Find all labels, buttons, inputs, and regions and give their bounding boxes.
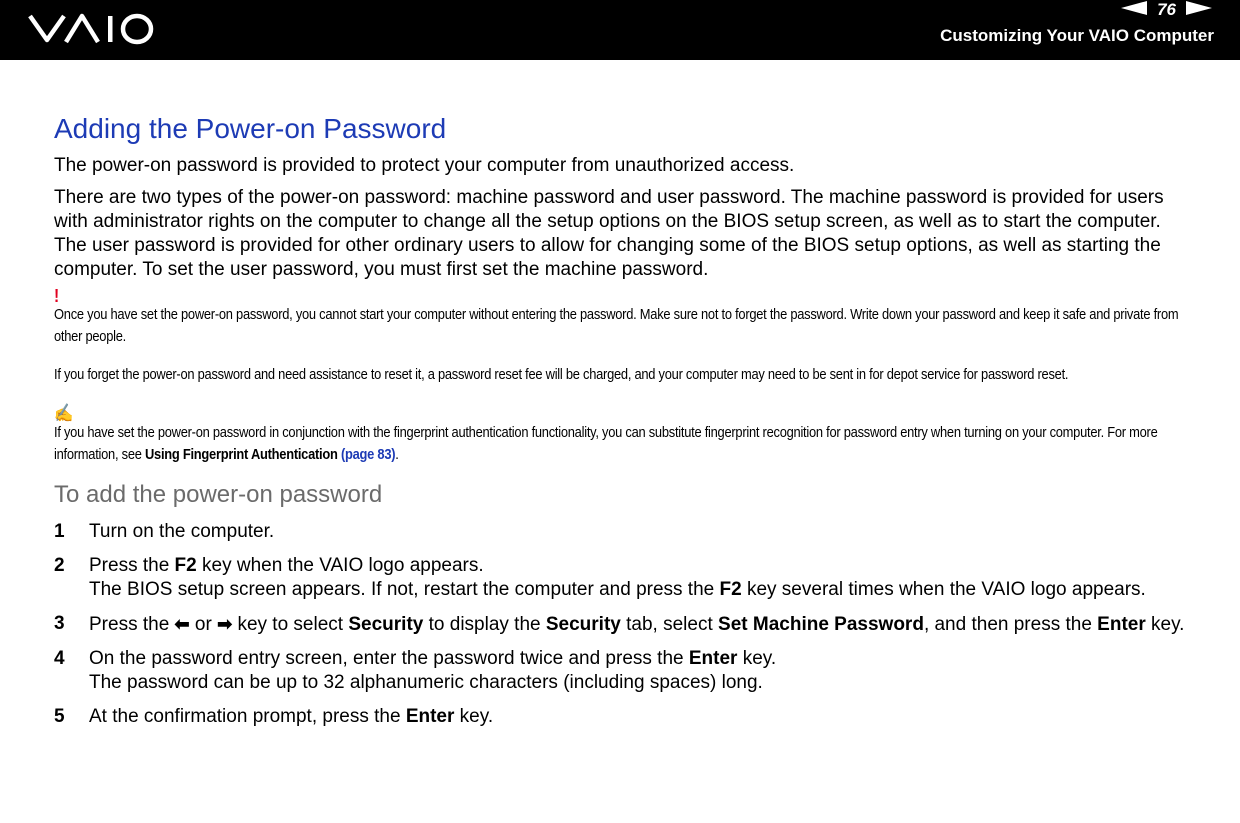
step-text: At the confirmation prompt, press the bbox=[89, 706, 406, 727]
key-name: Enter bbox=[405, 706, 455, 727]
step-text: or bbox=[189, 614, 218, 635]
page-navigation bbox=[1121, 0, 1212, 20]
warning-text-1: Once you have set the power-on password, you cannot start your computer without entering the password. Make sure not to forget the password. Write down your password and keep it safe and private from other people. bbox=[54, 306, 1179, 345]
hint-link-title: Using Fingerprint Authentication bbox=[144, 446, 338, 463]
left-arrow-key-icon: ⬅ bbox=[174, 614, 190, 634]
key-name: F2 bbox=[174, 555, 197, 576]
step-number: 3 bbox=[54, 613, 65, 634]
step-text: Press the bbox=[89, 555, 175, 576]
hint-page-link[interactable]: (page 83) bbox=[340, 446, 396, 463]
step-number: 2 bbox=[54, 555, 65, 576]
key-name: Enter bbox=[688, 648, 738, 669]
step-text: Press the bbox=[89, 614, 175, 635]
hint-note bbox=[54, 404, 1198, 466]
step-item bbox=[54, 554, 1194, 602]
step-text: Turn on the computer. bbox=[89, 521, 275, 542]
hint-text bbox=[54, 422, 1198, 466]
step-text: On the password entry screen, enter the password twice and press the bbox=[89, 648, 689, 669]
step-text: key. bbox=[454, 706, 494, 727]
step-text: The password can be up to 32 alphanumeric characters (including spaces) long. bbox=[89, 672, 763, 693]
vaio-logo bbox=[28, 10, 158, 51]
procedure-subtitle: To add the power-on password bbox=[54, 481, 383, 508]
section-title: Customizing Your VAIO Computer bbox=[940, 26, 1214, 45]
step-item bbox=[54, 520, 1194, 544]
step-item bbox=[54, 705, 1194, 729]
step-text: key several times when the VAIO logo appears. bbox=[741, 579, 1146, 600]
right-arrow-key-icon: ➡ bbox=[217, 614, 233, 634]
step-text: tab, select bbox=[620, 614, 719, 635]
next-page-arrow-icon[interactable] bbox=[1186, 1, 1212, 20]
warning-text-2: If you forget the power-on password and need assistance to reset it, a password reset fee will be charged, and your computer may need to be sent in for depot service for password reset. bbox=[54, 366, 1069, 383]
intro-paragraph: The power-on password is provided to protect your computer from unauthorized access. bbox=[54, 155, 795, 176]
page-title: Adding the Power-on Password bbox=[54, 113, 447, 144]
main-content bbox=[54, 112, 1194, 739]
prev-page-arrow-icon[interactable] bbox=[1121, 1, 1147, 20]
step-text: to display the bbox=[423, 614, 546, 635]
key-name: F2 bbox=[719, 579, 742, 600]
key-name: Security bbox=[348, 614, 424, 635]
warning-note bbox=[54, 288, 1198, 390]
step-item bbox=[54, 647, 1194, 695]
hint-text-body: If you have set the power-on password in conjunction with the fingerprint authentication functionality, you can substitute fingerprint recognition for password entry when turning on your computer. For more information, see bbox=[54, 424, 1158, 463]
step-number: 4 bbox=[54, 648, 65, 669]
description-paragraph: There are two types of the power-on password: machine password and user password. The machine password is provided for users with administrator rights on the computer to change all the setup options on the BIOS setup screen, as well as to start the computer. The user password is provided for other ordinary users to allow for changing some of the BIOS setup options, as well as starting the computer. To set the user password, you must first set the machine password. bbox=[54, 187, 1164, 280]
step-text: key. bbox=[1145, 614, 1185, 635]
step-number: 5 bbox=[54, 706, 65, 727]
step-text: key when the VAIO logo appears. bbox=[196, 555, 484, 576]
page-number: 76 bbox=[1157, 0, 1176, 19]
procedure-steps bbox=[54, 520, 1194, 729]
key-name: Enter bbox=[1097, 614, 1146, 635]
step-text: , and then press the bbox=[923, 614, 1098, 635]
step-item bbox=[54, 612, 1194, 637]
page-header bbox=[0, 0, 1240, 60]
note-pen-icon: ✍ bbox=[54, 403, 74, 423]
key-name: Set Machine Password bbox=[718, 614, 924, 635]
step-number: 1 bbox=[54, 521, 65, 542]
step-text: key to select bbox=[232, 614, 349, 635]
step-text: The BIOS setup screen appears. If not, restart the computer and press the bbox=[89, 579, 720, 600]
hint-end: . bbox=[395, 446, 399, 463]
warning-icon: ! bbox=[54, 286, 59, 306]
key-name: Security bbox=[545, 614, 621, 635]
step-text: key. bbox=[737, 648, 777, 669]
